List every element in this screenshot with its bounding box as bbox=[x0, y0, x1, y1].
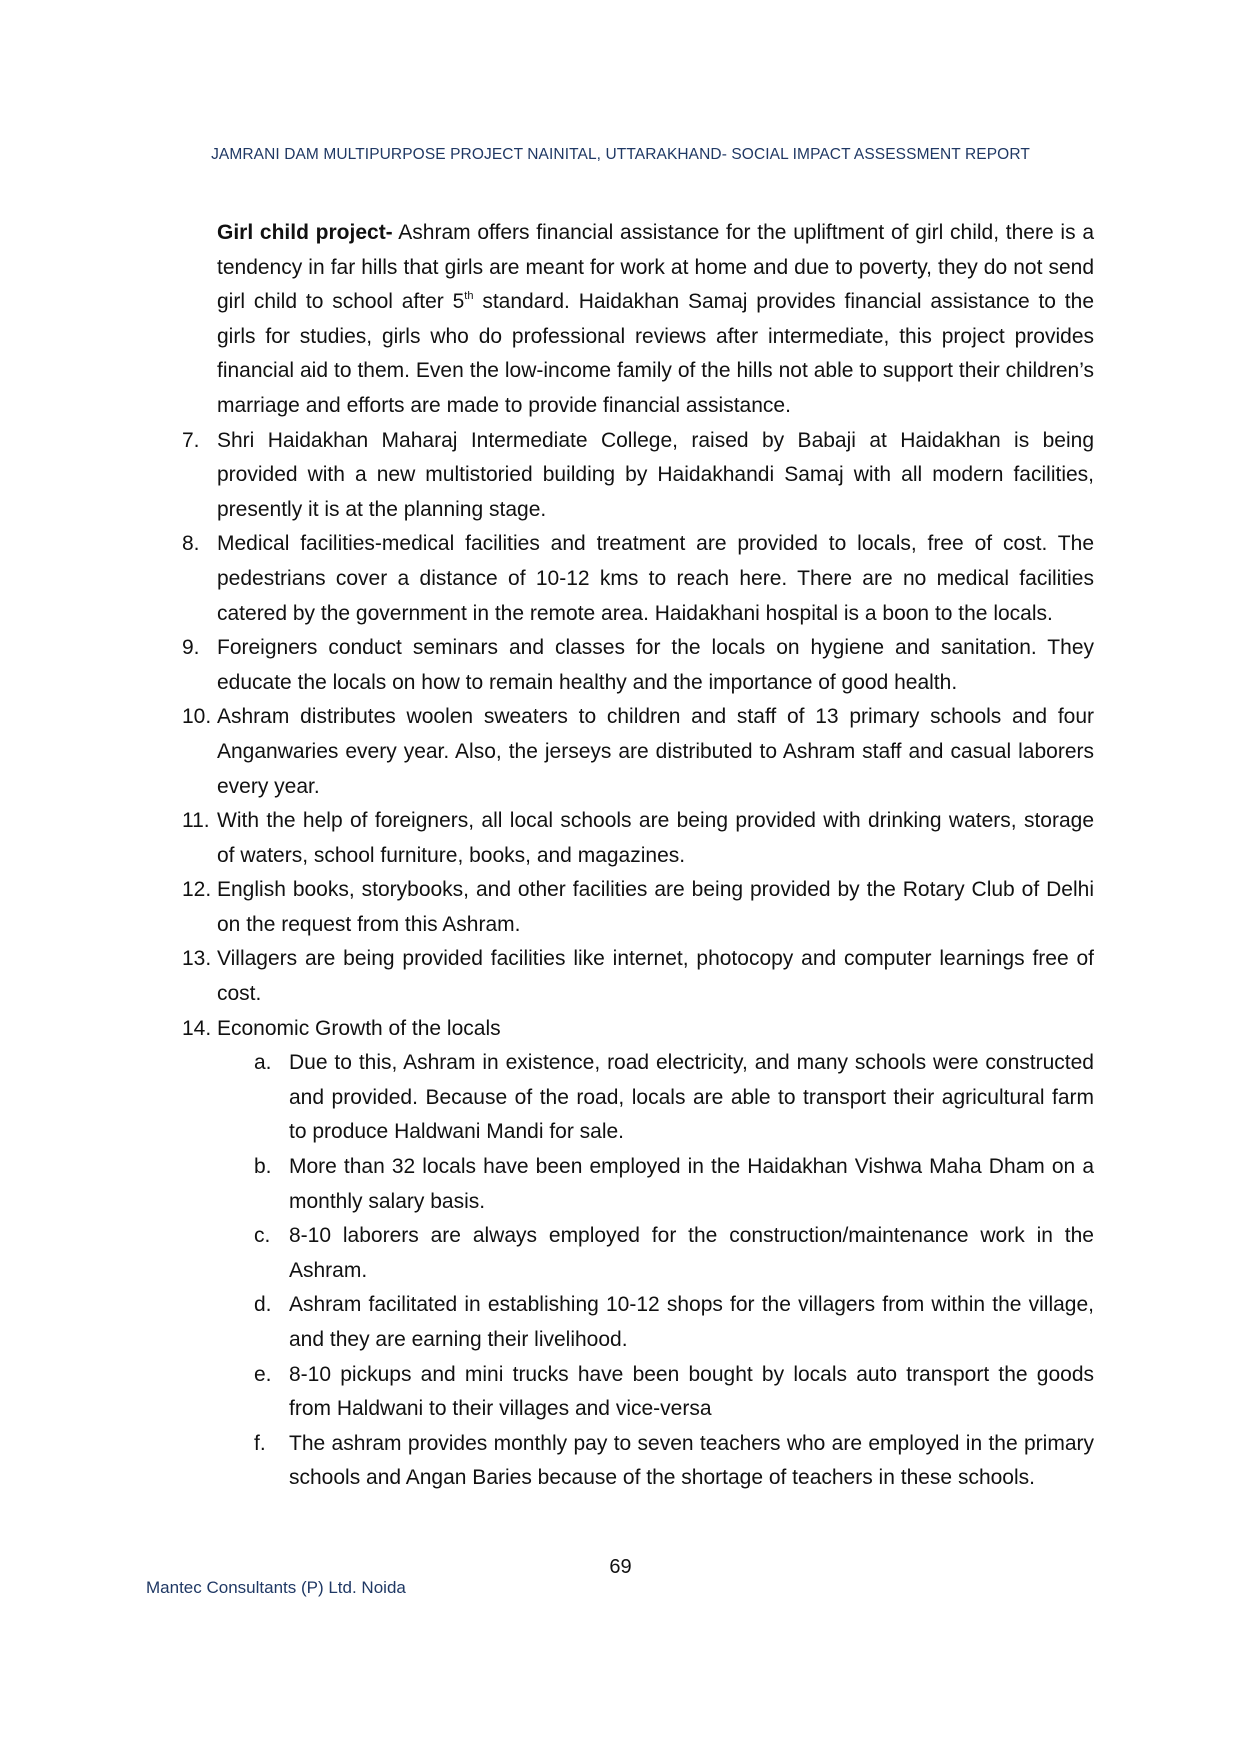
item-number: 12. bbox=[182, 878, 212, 902]
sub-list-item bbox=[182, 1427, 1094, 1496]
sub-item-letter: c. bbox=[254, 1224, 271, 1248]
item-text: Economic Growth of the locals bbox=[217, 1016, 501, 1040]
sub-item-text: 8-10 laborers are always employed for the construction/maintenance work in the Ashram. bbox=[289, 1224, 1094, 1282]
sub-list-item bbox=[182, 1219, 1094, 1288]
sub-item-letter: f. bbox=[254, 1431, 266, 1455]
footer-company: Mantec Consultants (P) Ltd. Noida bbox=[146, 1578, 406, 1597]
item-number: 11. bbox=[182, 809, 210, 833]
sub-list-item bbox=[182, 1288, 1094, 1357]
list-item bbox=[182, 942, 1094, 1011]
item-text: Ashram distributes woolen sweaters to children and staff of 13 primary schools and four Anganwaries every year. Also, the jerseys are distributed to Ashram staff and casual laborers every year. bbox=[217, 705, 1094, 798]
sub-item-letter: d. bbox=[254, 1293, 272, 1317]
sub-list-item bbox=[182, 1150, 1094, 1219]
item-text: English books, storybooks, and other facilities are being provided by the Rotary Club of Delhi on the request from this Ashram. bbox=[217, 878, 1094, 936]
item-text: Foreigners conduct seminars and classes for the locals on hygiene and sanitation. They educate the locals on how to remain healthy and the importance of good health. bbox=[217, 636, 1094, 694]
page-number: 69 bbox=[609, 1556, 632, 1578]
sub-item-text: Ashram facilitated in establishing 10-12 shops for the villagers from within the village, and they are earning their livelihood. bbox=[289, 1293, 1094, 1351]
sub-item-letter: e. bbox=[254, 1362, 272, 1386]
list-item bbox=[182, 700, 1094, 804]
sub-item-letter: b. bbox=[254, 1155, 272, 1179]
sub-list-item bbox=[182, 1358, 1094, 1427]
item-text: With the help of foreigners, all local schools are being provided with drinking waters, storage of waters, school furniture, books, and magazines. bbox=[217, 809, 1094, 867]
list-item bbox=[182, 527, 1094, 631]
list-item bbox=[182, 873, 1094, 942]
sub-item-text: 8-10 pickups and mini trucks have been bought by locals auto transport the goods from Haldwani to their villages and vice-versa bbox=[289, 1362, 1094, 1421]
girl-child-paragraph bbox=[182, 216, 1094, 424]
girl-child-text-b: standard. Haidakhan Samaj provides financial assistance to the girls for studies, girls who do professional reviews after intermediate, this project provides financial aid to them. Even the low-income family of the hills not able to support their children’s marriage and efforts are made to provide financial assistance. bbox=[217, 290, 1094, 417]
item-text: Villagers are being provided facilities like internet, photocopy and computer learnings free of cost. bbox=[217, 947, 1094, 1006]
item-number: 10. bbox=[182, 705, 212, 729]
sub-item-letter: a. bbox=[254, 1051, 272, 1075]
item-text: Medical facilities-medical facilities and treatment are provided to locals, free of cost. The pedestrians cover a distance of 10-12 kms to reach here. There are no medical facilities catered by the government in the remote area. Haidakhani hospital is a boon to the locals. bbox=[217, 532, 1094, 625]
girl-child-title: Girl child project- bbox=[217, 221, 393, 244]
report-header: JAMRANI DAM MULTIPURPOSE PROJECT NAINITAL, UTTARAKHAND- SOCIAL IMPACT ASSESSMENT REPORT bbox=[211, 146, 1030, 163]
page-content bbox=[182, 216, 1094, 1496]
list-item bbox=[182, 804, 1094, 873]
item-number: 9. bbox=[182, 636, 200, 660]
girl-child-text-a: Ashram offers financial assistance for the upliftment of girl child, there is a tendency in far hills that girls are meant for work at home and due to poverty, they do not send girl child to school after 5 bbox=[217, 221, 1094, 314]
item-number: 8. bbox=[182, 532, 200, 556]
item-number: 7. bbox=[182, 428, 200, 452]
list-item bbox=[182, 1012, 1094, 1047]
sub-list-item bbox=[182, 1046, 1094, 1150]
item-text: Shri Haidakhan Maharaj Intermediate College, raised by Babaji at Haidakhan is being provided with a new multistoried building by Haidakhandi Samaj with all modern facilities, presently it is at the planning stage. bbox=[217, 428, 1094, 521]
sub-item-text: Due to this, Ashram in existence, road electricity, and many schools were constructed and provided. Because of the road, locals are able to transport their agricultural farm to produce Haldwani Mandi for sale. bbox=[289, 1051, 1094, 1144]
ordinal-suffix: th bbox=[464, 290, 474, 303]
list-item bbox=[182, 424, 1094, 528]
item-number: 14. bbox=[182, 1016, 212, 1040]
list-item bbox=[182, 631, 1094, 700]
sub-item-text: The ashram provides monthly pay to seven teachers who are employed in the primary schools and Angan Baries because of the shortage of teachers in these schools. bbox=[289, 1431, 1094, 1490]
sub-item-text: More than 32 locals have been employed in the Haidakhan Vishwa Maha Dham on a monthly salary basis. bbox=[289, 1155, 1094, 1213]
item-number: 13. bbox=[182, 947, 212, 971]
